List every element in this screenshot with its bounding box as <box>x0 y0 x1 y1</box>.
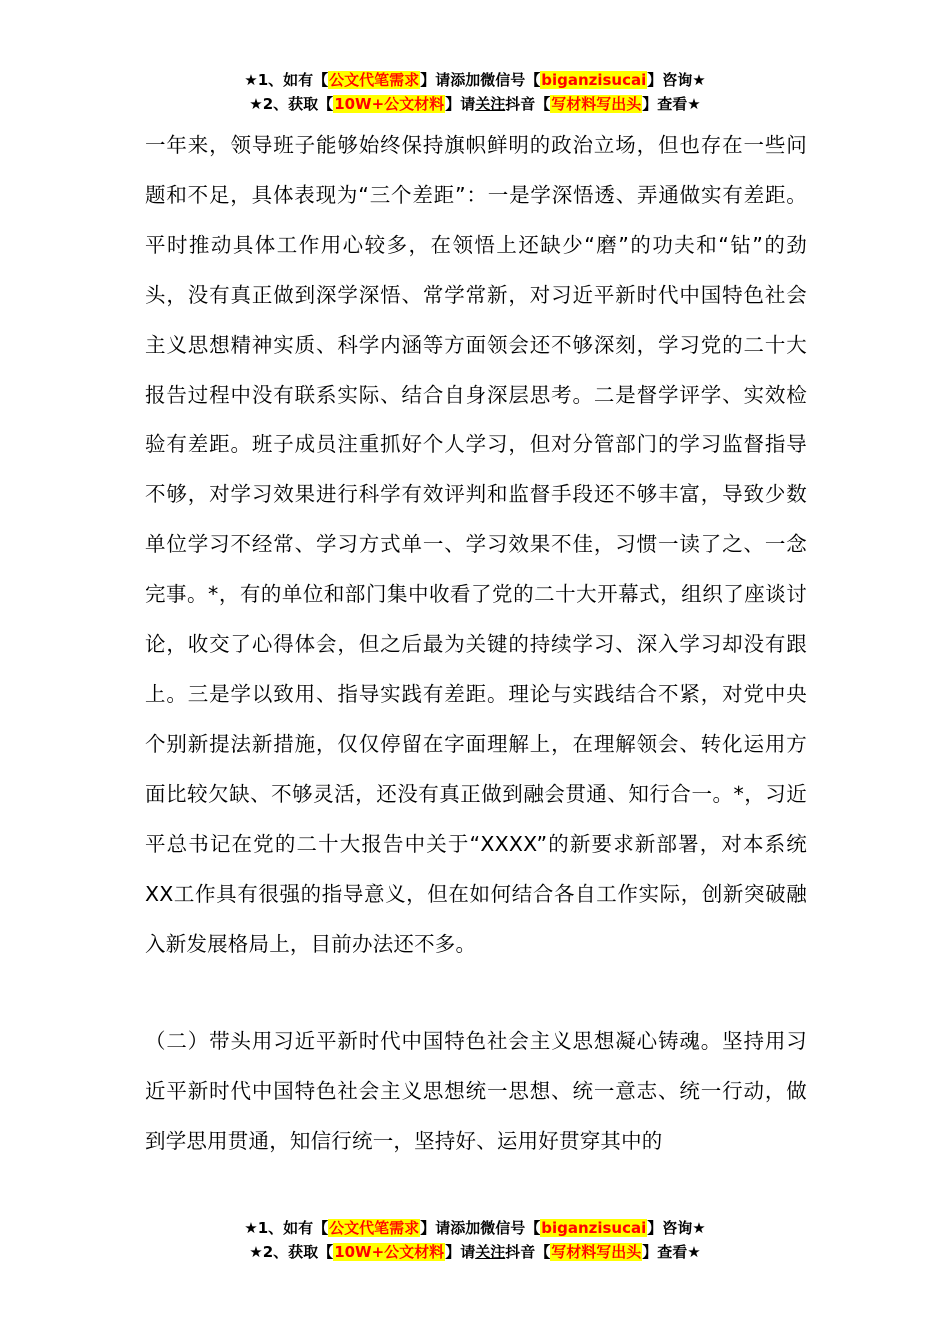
banner-highlight: 公文代笔需求 <box>329 71 420 89</box>
banner-highlight: biganzisucai <box>541 1219 647 1237</box>
header-banner <box>0 68 950 116</box>
banner-text: 】咨询★ <box>647 1219 706 1237</box>
banner-text: ★1、如有【 <box>244 1219 329 1237</box>
footer-banner <box>0 1216 950 1264</box>
banner-text: 抖音【 <box>505 95 551 113</box>
banner-underlined-text: 关注 <box>475 95 506 113</box>
banner-line-2 <box>0 92 950 116</box>
banner-highlight: 写材料写出头 <box>551 95 642 113</box>
banner-text: 】查看★ <box>642 1243 701 1261</box>
banner-text: 】请 <box>445 95 476 113</box>
body-paragraph-1: 一年来，领导班子能够始终保持旗帜鲜明的政治立场，但也存在一些问题和不足，具体表现为“三个差距”：一是学深悟透、弄通做实有差距。平时推动具体工作用心较多，在领悟上还缺少“磨”的功夫和“钻”的劲头，没有真正做到深学深悟、常学常新，对习近平新时代中国特色社会主义思想精神实质、科学内涵等方面领会还不够深刻，学习党的二十大报告过程中没有联系实际、结合自身深层思考。二是督学评学、实效检验有差距。班子成员注重抓好个人学习，但对分管部门的学习监督指导不够，对学习效果进行科学有效评判和监督手段还不够丰富，导致少数单位学习不经常、学习方式单一、学习效果不佳，习惯一读了之、一念完事。*，有的单位和部门集中收看了党的二十大开幕式，组织了座谈讨论，收交了心得体会，但之后最为关键的持续学习、深入学习却没有跟上。三是学以致用、指导实践有差距。理论与实践结合不紧，对党中央个别新提法新措施，仅仅停留在字面理解上，在理解领会、转化运用方面比较欠缺、不够灵活，还没有真正做到融会贯通、知行合一。*，习近平总书记在党的二十大报告中关于“XXXX”的新要求新部署，对本系统XX工作具有很强的指导意义，但在如何结合各自工作实际，创新突破融入新发展格局上，目前办法还不多。 <box>145 133 807 956</box>
banner-text: 】查看★ <box>642 95 701 113</box>
banner-text: 】请添加微信号【 <box>420 1219 541 1237</box>
banner-line-2 <box>0 1240 950 1264</box>
banner-text: ★1、如有【 <box>244 71 329 89</box>
banner-text: 】咨询★ <box>647 71 706 89</box>
document-body <box>145 121 807 1167</box>
banner-line-1 <box>0 1216 950 1240</box>
banner-highlight: 公文代笔需求 <box>329 1219 420 1237</box>
banner-text: ★2、获取【 <box>249 95 334 113</box>
banner-highlight: 写材料写出头 <box>551 1243 642 1261</box>
banner-text: 抖音【 <box>505 1243 551 1261</box>
banner-text: ★2、获取【 <box>249 1243 334 1261</box>
banner-underlined-text: 关注 <box>475 1243 506 1261</box>
banner-text: 】请添加微信号【 <box>420 71 541 89</box>
banner-line-1 <box>0 68 950 92</box>
banner-text: 】请 <box>445 1243 476 1261</box>
body-paragraph-2: （二）带头用习近平新时代中国特色社会主义思想凝心铸魂。坚持用习近平新时代中国特色社会主义思想统一思想、统一意志、统一行动，做到学思用贯通，知信行统一，坚持好、运用好贯穿其中的 <box>145 1029 807 1154</box>
banner-highlight: 10W+公文材料 <box>334 95 445 113</box>
banner-highlight: biganzisucai <box>541 71 647 89</box>
banner-highlight: 10W+公文材料 <box>334 1243 445 1261</box>
